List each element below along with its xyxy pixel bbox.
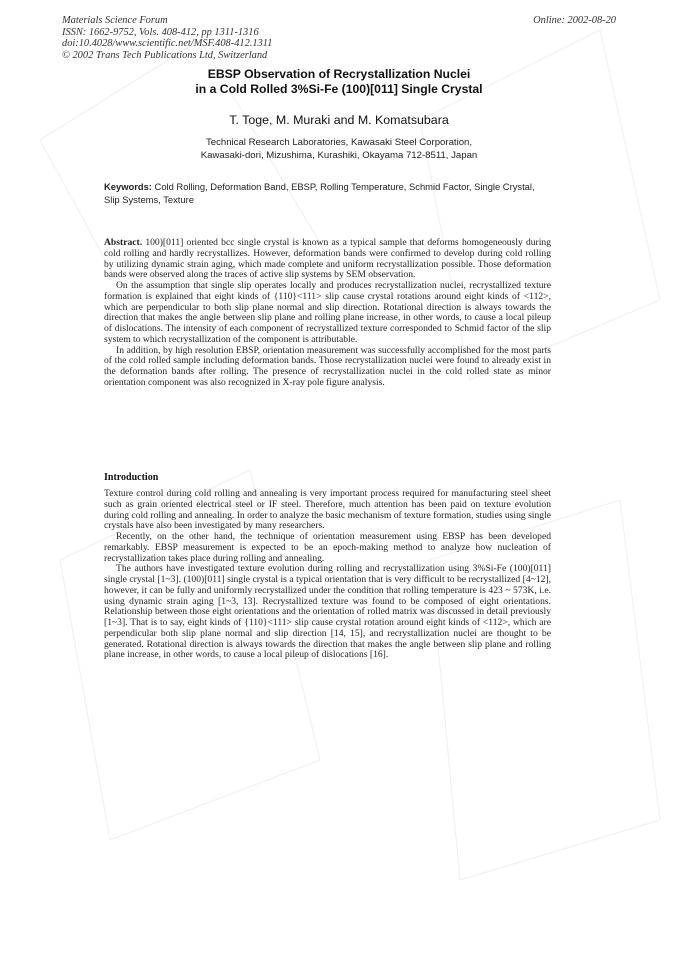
abstract-paragraph-3: In addition, by high resolution EBSP, orientation measurement was successfully accomplished for the most parts of the cold rolled sample including deformation bands. Those recrystallization nuclei were found to already exist in the deformation bands after rolling. The presence of recrystallization nuclei in the cold rolled state as minor orientation component was also recognized in X-ray pole figure analysis. xyxy=(104,344,551,388)
affiliation-line-1: Technical Research Laboratories, Kawasaki Steel Corporation, xyxy=(205,137,473,148)
abstract-text-1: 100)[011] oriented bcc single crystal is known as a typical sample that deforms homogeneously during cold rolling and hardly recrystallizes. However, deformation bands were confirmed to develop during cold rolling by utilizing dynamic strain aging, which made complete and uniform recrystallization possible. Those deformation bands were observed along the traces of active slip systems by SEM observation. xyxy=(104,237,551,281)
intro-paragraph-2: Recently, on the other hand, the technique of orientation measurement using EBSP has been developed remarkably. EBSP measurement is expected to be an epoch-making method to analyze how nucleation of recrystallization takes place during rolling and annealing. xyxy=(104,531,551,564)
doi-link[interactable]: doi:10.4028/www.scientific.net/MSF.408-412.1311 xyxy=(62,38,273,50)
abstract-paragraph-2: On the assumption that single slip operates locally and produces recrystallization nuclei, recrystallized texture formation is explained that eight kinds of {110}<111> slip cause crystal rotations around eight kinds of <112>, which are perpendicular to both slip plane normal and slip direction. Rotational direction is always towards the direction that makes the angle between slip plane and rolling plane increase, in other words, to cause a local pileup of dislocations. The intensity of each component of recrystallized texture corresponded to Schmid factor of the slip system to which recrystallization of the component is attributable. xyxy=(104,280,551,345)
affiliation xyxy=(100,137,578,162)
keywords-label: Keywords: xyxy=(104,181,152,192)
introduction-heading: Introduction xyxy=(104,472,159,483)
intro-paragraph-1: Texture control during cold rolling and annealing is very important process required for manufacturing steel sheet such as grain oriented electrical steel or IF steel. Therefore, much attention has been paid on texture evolution during cold rolling and annealing. In order to analyze the basic mechanism of texture formation, studies using single crystals have also been investigated by many researchers. xyxy=(104,488,551,532)
journal-name: Materials Science Forum xyxy=(62,15,168,26)
abstract-label: Abstract. xyxy=(104,237,143,248)
author-list: T. Toge, M. Muraki and M. Komatsubara xyxy=(229,113,449,127)
keywords xyxy=(104,181,544,206)
abstract-section xyxy=(104,238,551,389)
title-line-1: EBSP Observation of Recrystallization Nuclei xyxy=(207,67,471,81)
publication-info xyxy=(62,15,272,61)
intro-paragraph-3: The authors have investigated texture evolution during rolling and recrystallization using 3%Si-Fe (100)[011] single crystal [1~3]. (100)[011] single crystal is a typical orientation that is very difficult to be recrystallized [4~12], however, it can be fully and uniformly recrystallized under the condition that rolling temperature is 423 ~ 573K, i.e. using dynamic strain aging [1~3, 13]. Recrystallized texture was found to be composed of eight orientations. Relationship between those eight orientations and the orientation of rolled matrix was discussed in detail previously [1~3]. That is to say, eight kinds of {110}<111> slip cause crystal rotation around eight kinds of <112>, which are perpendicular both slip plane normal and slip direction [14, 15], and recrystallization nuclei are thought to be generated. Rotational direction is always towards the direction that makes the angle between slip plane and rolling plane increase, in other words, to cause a local pileup of dislocations [16]. xyxy=(104,563,551,661)
affiliation-line-2: Kawasaki-dori, Mizushima, Kurashiki, Okayama 712-8511, Japan xyxy=(200,149,478,161)
abstract-paragraph-1 xyxy=(104,238,551,281)
keywords-text: Cold Rolling, Deformation Band, EBSP, Rolling Temperature, Schmid Factor, Single Crystal, Slip Systems, Texture xyxy=(104,181,535,205)
issn-line: ISSN: 1662-9752, Vols. 408-412, pp 1311-1316 xyxy=(62,26,259,38)
online-date: Online: 2002-08-20 xyxy=(533,15,616,26)
copyright-line: © 2002 Trans Tech Publications Ltd, Switzerland xyxy=(62,49,268,61)
title-line-2: in a Cold Rolled 3%Si-Fe (100)[011] Single Crystal xyxy=(195,82,483,96)
paper-title xyxy=(100,67,578,97)
introduction-section xyxy=(104,489,551,661)
